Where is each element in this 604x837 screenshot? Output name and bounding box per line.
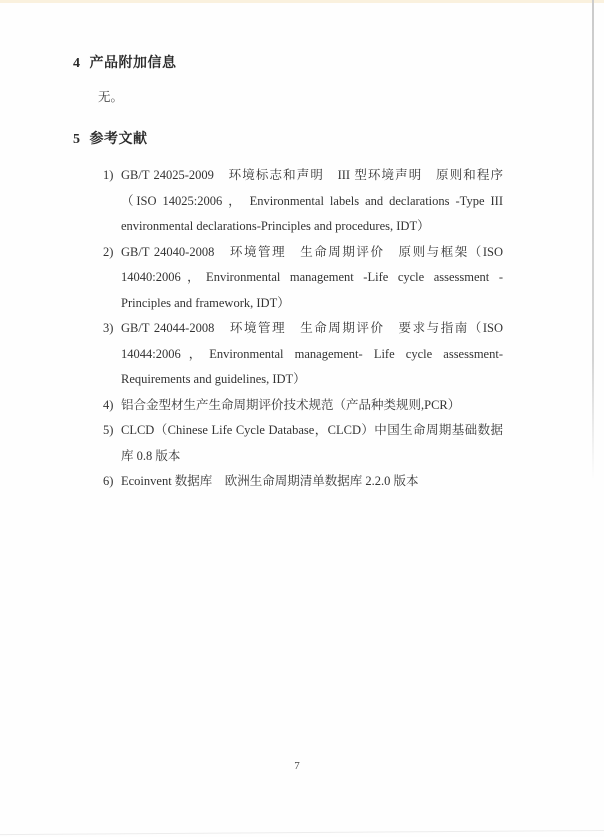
page-content — [73, 55, 503, 495]
reference-marker: 3) — [103, 321, 114, 335]
scan-edge-right — [592, 0, 594, 480]
reference-text: CLCD（Chinese Life Cycle Database，CLCD）中国生命周期基础数据库 0.8 版本 — [121, 423, 503, 463]
section-5-title: 参考文献 — [89, 132, 148, 147]
reference-marker: 5) — [103, 423, 114, 437]
reference-item — [103, 163, 503, 240]
scan-edge-top — [0, 0, 604, 3]
section-4-body: 无。 — [98, 90, 124, 104]
reference-item — [103, 316, 503, 393]
reference-marker: 1) — [103, 168, 114, 182]
reference-text: GB/T 24025-2009 环境标志和声明 III 型环境声明 原则和程序（ISO 14025:2006 ， Environmental labels and declarations -Type III environmental declarations-Principles and procedures, IDT） — [121, 168, 503, 233]
page-number: 7 — [294, 760, 300, 772]
section-4-title: 产品附加信息 — [89, 56, 177, 71]
reference-item — [103, 418, 503, 469]
reference-text: GB/T 24040-2008 环境管理 生命周期评价 原则与框架（ISO 14040:2006，Environmental management -Life cycle assessment - Principles and framework, IDT） — [121, 244, 503, 310]
section-4-heading — [73, 55, 503, 73]
reference-text: 铝合金型材生产生命周期评价技术规范（产品种类规则,PCR） — [121, 397, 461, 412]
reference-marker: 2) — [103, 244, 114, 259]
reference-marker: 4) — [103, 397, 114, 412]
reference-text: GB/T 24044-2008 环境管理 生命周期评价 要求与指南（ISO 14044:2006，Environmental management- Life cycle assessment- Requirements and guidelines, IDT） — [121, 321, 503, 386]
section-5-heading — [73, 131, 503, 149]
reference-item — [103, 469, 503, 495]
reference-list — [73, 163, 503, 495]
reference-marker: 6) — [103, 474, 114, 488]
section-4-number: 4 — [73, 56, 81, 71]
reference-text: Ecoinvent 数据库 欧洲生命周期清单数据库 2.2.0 版本 — [121, 474, 419, 488]
scan-edge-bottom — [0, 830, 604, 835]
reference-item — [103, 240, 503, 317]
reference-item — [103, 393, 503, 419]
section-5-number: 5 — [73, 132, 81, 147]
